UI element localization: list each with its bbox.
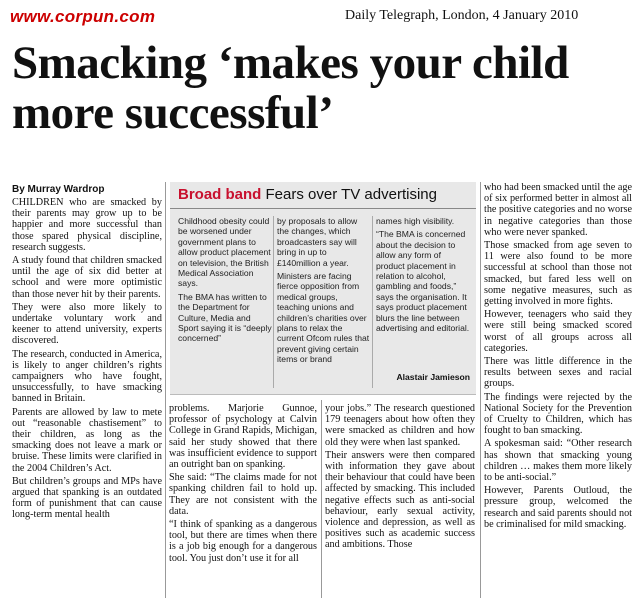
paragraph: There was little difference in the results between sexes and racial groups.	[484, 356, 632, 390]
sidebar-signature: Alastair Jamieson	[396, 372, 470, 382]
paragraph: problems. Marjorie Gunnoe, professor of psychology at Calvin College in Grand Rapids, Michigan, said her study showed that there was insufficient evidence to support an outright ban on spanking.	[169, 403, 317, 471]
site-url: www.corpun.com	[10, 7, 156, 26]
sidebar-paragraph: names high visibility.	[376, 216, 455, 226]
paragraph: The findings were rejected by the National Society for the Prevention of Cruelty to Children, which has fought to ban smacking.	[484, 391, 632, 437]
sidebar-heading: Fears over TV advertising	[265, 186, 437, 203]
sidebar-column-2	[277, 216, 371, 368]
sidebar-paragraph: by proposals to allow the changes, which broadcasters say will bring in up to £140million a year.	[277, 216, 358, 268]
paragraph: Parents are allowed by law to mete out “reasonable chastisement” to their children, as long as the smacking does not leave a mark or bruise. These limits were clarified in the 2004 Children’s Act.	[12, 406, 162, 474]
paragraph: However, Parents Outloud, the pressure group, welcomed the research and said parents should not be criminalised for mild smacking.	[484, 485, 632, 530]
byline: By Murray Wardrop	[12, 184, 105, 195]
sidebar-divider	[372, 216, 373, 388]
paragraph: A study found that children smacked until the age of six did better at school and were more optimistic than those never hit by their parents.	[12, 255, 162, 300]
sidebar-kicker: Broad band	[178, 186, 262, 203]
sidebar-paragraph: Childhood obesity could be worsened under government plans to allow product placement on television, the British Medical Association says.	[178, 216, 271, 289]
paragraph: A spokesman said: “Other research has shown that smacking young children … makes them more likely to be anti-social.”	[484, 438, 632, 484]
column-divider	[480, 182, 481, 598]
article-column-4	[484, 182, 632, 600]
dateline: Daily Telegraph, London, 4 January 2010	[345, 8, 579, 23]
paragraph: However, teenagers who said they were still being smacked scored worst of all groups across all categories.	[484, 309, 632, 354]
sidebar-column-1	[178, 216, 272, 347]
sidebar-paragraph: The BMA has written to the Department for Culture, Media and Sport saying it is “deeply concerned”	[178, 291, 272, 344]
paragraph: Their answers were then compared with information they gave about their behaviour that could have been affected by smacking. This included negative effects such as anti-social behaviour, early sexual activity, violence and depression, as well as positives such as academic success and ambitions. Those	[325, 449, 475, 551]
sidebar-column-3	[376, 216, 470, 336]
sidebar-title	[178, 186, 437, 203]
article-column-2	[169, 403, 317, 598]
paragraph: Those smacked from age seven to 11 were also found to be more successful at school than those not smacked, but fared less well on some negative measures, such as getting involved in more fights.	[484, 240, 632, 308]
paragraph: CHILDREN who are smacked by their parents may grow up to be happier and more successful than those spared physical discipline, research suggests.	[12, 197, 162, 253]
paragraph: But children’s groups and MPs have argued that spanking is an outdated form of punishment that can cause long-term mental health	[12, 475, 162, 521]
article-column-1	[12, 197, 162, 597]
article-column-3	[325, 403, 475, 598]
paragraph: “I think of spanking as a dangerous tool, but there are times when there is a job big enough for a dangerous tool. You just don’t use it for all	[169, 519, 317, 564]
sidebar-paragraph: “The BMA is concerned about the decision to allow any form of product placement in relation to alcohol, gambling and foods,” says the organisation. It says product placement blurs the line between advertising and editorial.	[376, 229, 470, 334]
headline: Smacking ‘makes your child more successful’	[12, 37, 569, 139]
paragraph: who had been smacked until the age of six performed better in almost all the positive categories and no worse in negative categories than those who were never spanked.	[484, 182, 632, 238]
sidebar-rule	[170, 208, 476, 209]
column-divider	[165, 182, 166, 598]
paragraph: your jobs.” The research questioned 179 teenagers about how often they were smacked as children and how old they were when last spanked.	[325, 403, 475, 448]
paragraph: She said: “The claims made for not spanking children fail to hold up. They are not consistent with the data.	[169, 472, 317, 517]
paragraph: They were also more likely to undertake voluntary work and keener to attend university, experts discovered.	[12, 301, 162, 347]
sidebar-divider	[273, 216, 274, 388]
column-divider	[321, 400, 322, 598]
sidebar-paragraph: Ministers are facing fierce opposition from medical groups, teaching unions and children’s charities over plans to relax the current Ofcom rules that prevent giving certain items or brand	[277, 271, 370, 365]
sidebar-box	[170, 182, 476, 395]
paragraph: The research, conducted in America, is likely to anger children’s rights campaigners who have fought, unsuccessfully, to have smacking banned in Britain.	[12, 348, 162, 405]
